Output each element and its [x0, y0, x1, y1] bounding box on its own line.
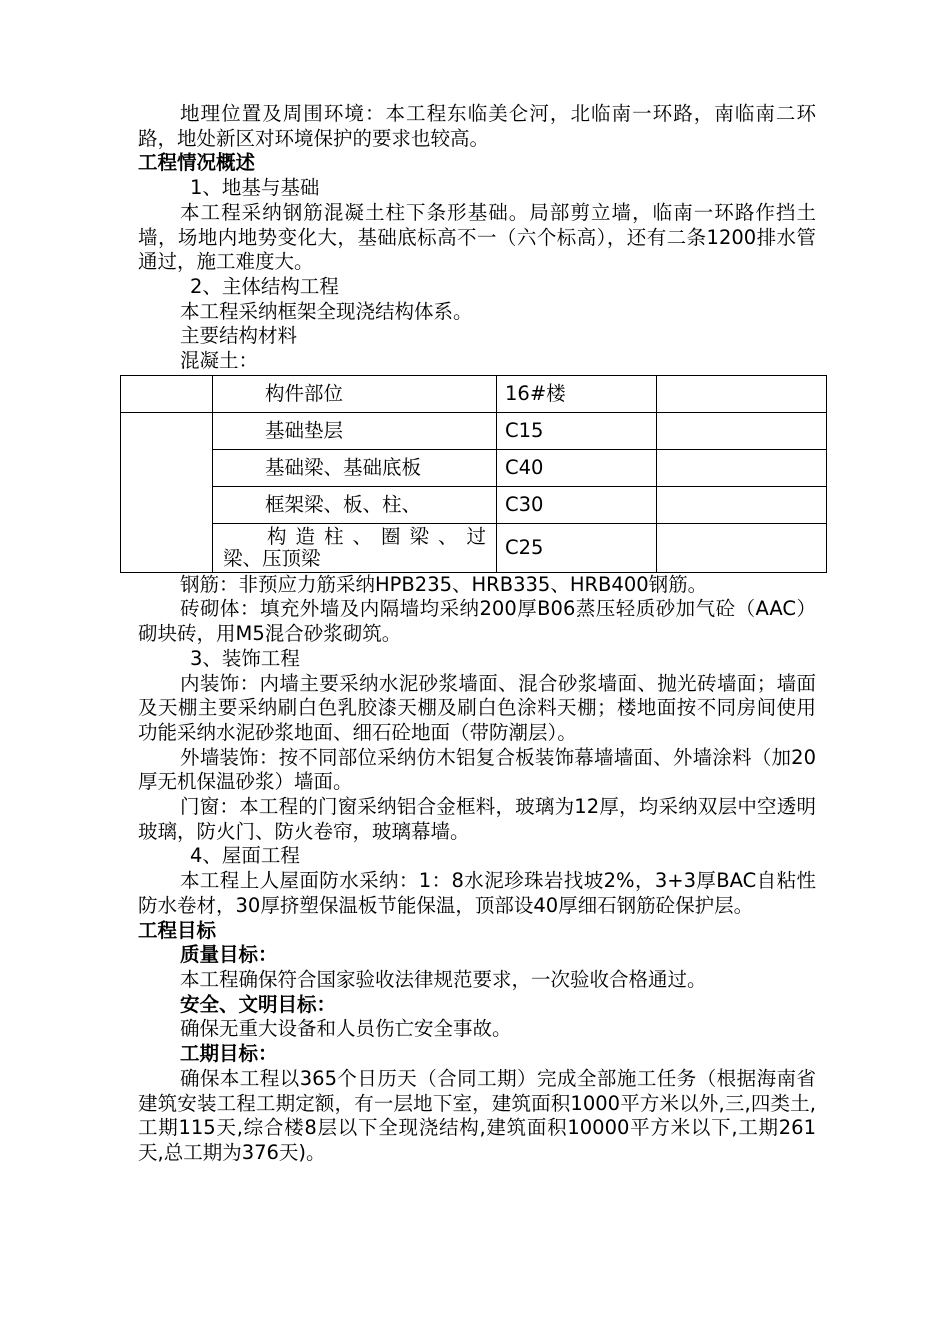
- paragraph-doors-windows: 门窗：本工程的门窗采纳铝合金框料，玻璃为12厚，均采纳双层中空透明玻璃，防火门、防火卷帘，玻璃幕墙。: [138, 795, 816, 843]
- paragraph-schedule: 确保本工程以365个日历天（合同工期）完成全部施工任务（根据海南省建筑安装工程工期定额，有一层地下室，建筑面积1000平方米以外,三,四类土,工期115天,综合楼8层以下全现浇结构,建筑面积10000平方米以下,工期261天,总工期为376天)。: [138, 1066, 816, 1164]
- heading-schedule-goal: 工期目标：: [180, 1042, 278, 1066]
- paragraph-quality: 本工程确保符合国家验收法律规范要求，一次验收合格通过。: [180, 967, 707, 991]
- document-page: [138, 102, 816, 1166]
- paragraph-location: 地理位置及周围环境：本工程东临美仑河，北临南一环路，南临南二环路，地处新区对环境保护的要求也较高。: [138, 102, 816, 150]
- table-header-row: [121, 375, 827, 412]
- paragraph-safety: 确保无重大设备和人员伤亡安全事故。: [180, 1017, 512, 1041]
- heading-goals: 工程目标: [138, 918, 217, 942]
- table-row: [121, 523, 827, 572]
- table-cell-part: [213, 523, 497, 572]
- table-cell-blank: [657, 375, 827, 412]
- table-cell-blank: [657, 449, 827, 486]
- table-header-building: 16#楼: [497, 375, 657, 412]
- concrete-table: [120, 375, 827, 573]
- table-cell-part-line2: 梁、压顶梁: [223, 546, 321, 570]
- table-row: [121, 412, 827, 449]
- table-cell-blank: [121, 412, 213, 572]
- table-cell-blank: [657, 486, 827, 523]
- heading-safety-goal: 安全、文明目标：: [180, 992, 337, 1016]
- table-cell-blank: [121, 375, 213, 412]
- table-cell-part-line1: 构造柱、圈梁、过: [267, 524, 496, 548]
- paragraph-rebar: 钢筋：非预应力筋采纳HPB235、HRB335、HRB400钢筋。: [180, 572, 708, 596]
- paragraph-interior: 内装饰：内墙主要采纳水泥砂浆墙面、混合砂浆墙面、抛光砖墙面；墙面及天棚主要采纳刷白色乳胶漆天棚及刷白色涂料天棚；楼地面按不同房间使用功能采纳水泥砂浆地面、细石砼地面（带防潮层）。: [138, 671, 816, 744]
- table-row: [121, 449, 827, 486]
- paragraph-structure: 本工程采纳框架全现浇结构体系。: [180, 299, 473, 323]
- paragraph-materials: 主要结构材料: [180, 324, 298, 348]
- table-cell-blank: [657, 523, 827, 572]
- table-cell-part: 框架梁、板、柱、: [213, 486, 497, 523]
- subheading-foundation: 1、地基与基础: [190, 176, 320, 200]
- heading-quality-goal: 质量目标：: [180, 943, 278, 967]
- table-cell-grade: C15: [497, 412, 657, 449]
- paragraph-exterior: 外墙装饰：按不同部位采纳仿木铝复合板装饰幕墙墙面、外墙涂料（加20厚无机保温砂浆）墙面。: [138, 745, 816, 794]
- paragraph-concrete-label: 混凝土：: [180, 349, 259, 373]
- heading-overview: 工程情况概述: [138, 151, 256, 175]
- table-row: [121, 486, 827, 523]
- paragraph-foundation: 本工程采纳钢筋混凝土柱下条形基础。局部剪立墙，临南一环路作挡土墙，场地内地势变化大，基础底标高不一（六个标高），还有二条1200排水管通过，施工难度大。: [138, 200, 816, 274]
- table-cell-part: 基础梁、基础底板: [213, 449, 497, 486]
- paragraph-masonry: 砖砌体：填充外墙及内隔墙均采纳200厚B06蒸压轻质砂加气砼（AAC）砌块砖，用M5混合砂浆砌筑。: [138, 597, 816, 646]
- subheading-decoration: 3、装饰工程: [190, 646, 300, 670]
- subheading-structure: 2、主体结构工程: [190, 274, 339, 298]
- table-cell-part: 基础垫层: [213, 412, 497, 449]
- paragraph-roof: 本工程上人屋面防水采纳：1：8水泥珍珠岩找坡2%，3+3厚BAC自粘性防水卷材，30厚挤塑保温板节能保温，顶部设40厚细石钢筋砼保护层。: [138, 869, 816, 917]
- table-cell-grade: C30: [497, 486, 657, 523]
- table-cell-grade: C25: [497, 523, 657, 572]
- table-cell-blank: [657, 412, 827, 449]
- table-header-part: 构件部位: [213, 375, 497, 412]
- table-cell-grade: C40: [497, 449, 657, 486]
- subheading-roof: 4、屋面工程: [190, 844, 300, 868]
